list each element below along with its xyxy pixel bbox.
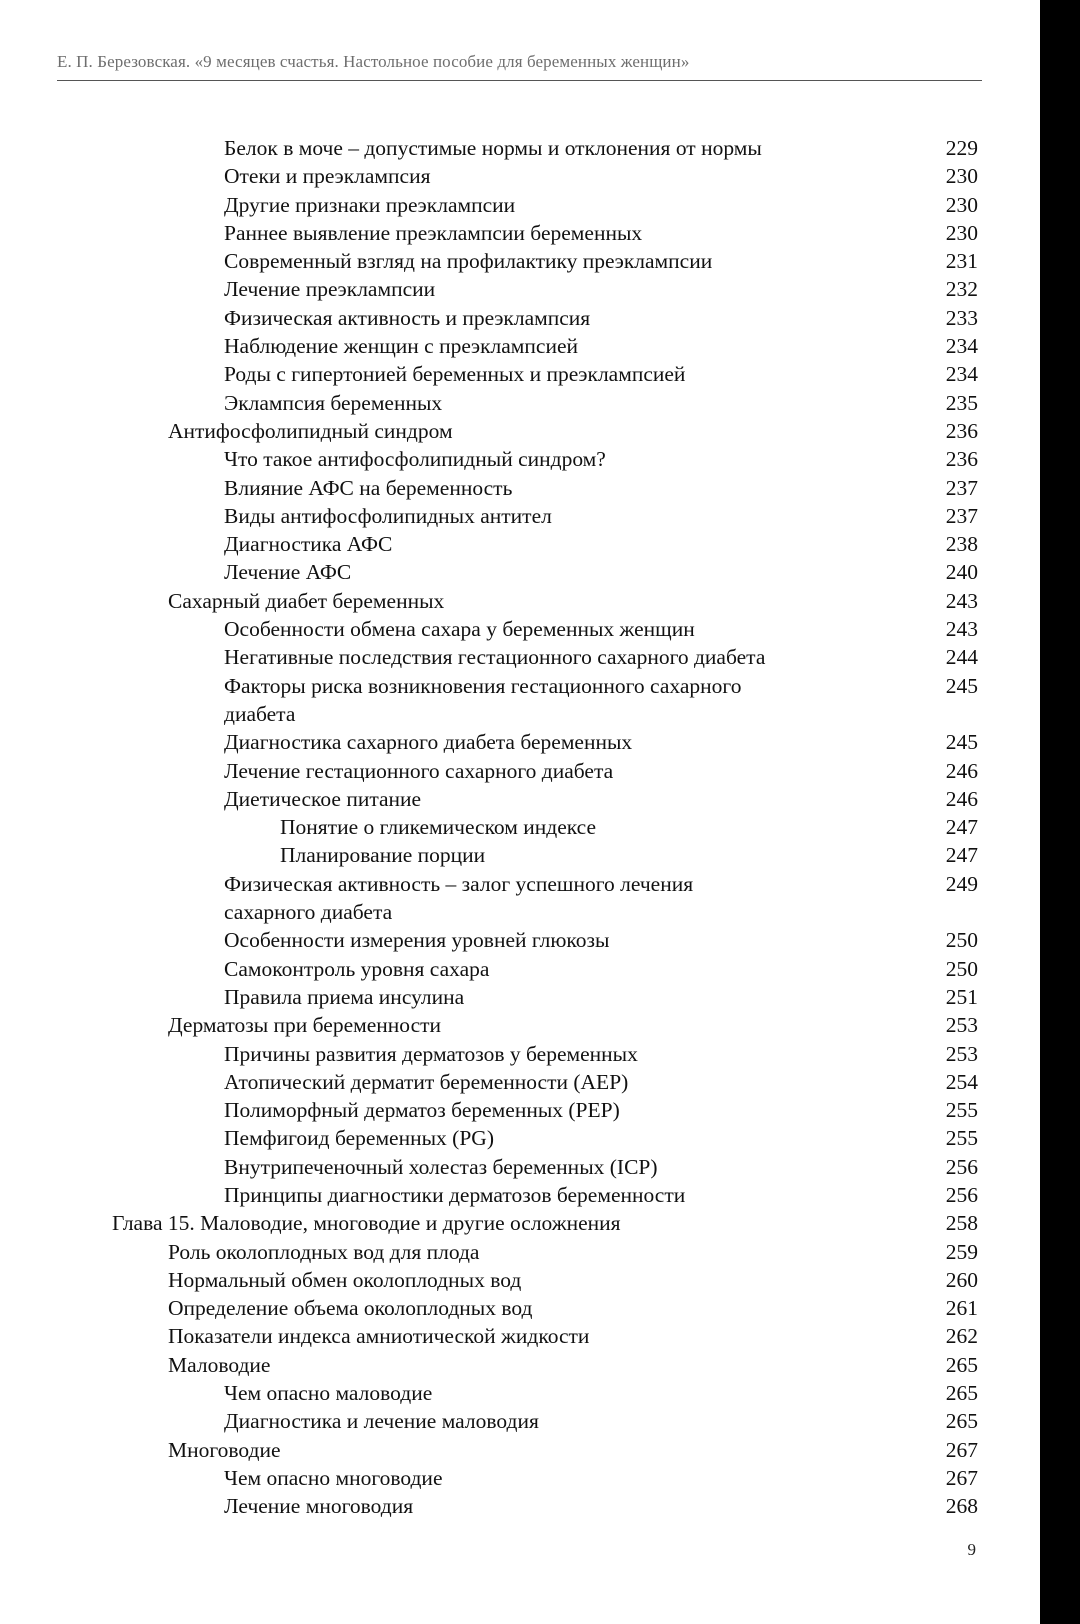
toc-entry-title: Правила приема инсулина bbox=[224, 984, 465, 1009]
toc-entry-page: 243 bbox=[945, 588, 978, 613]
toc-entry-page: 259 bbox=[945, 1239, 978, 1264]
toc-entry bbox=[0, 304, 1040, 332]
toc-entry-title: Эклампсия беременных bbox=[224, 390, 443, 415]
toc-entry-page: 232 bbox=[945, 277, 978, 302]
toc-entry bbox=[0, 615, 1040, 643]
toc-entry-title: Причины развития дерматозов у беременных bbox=[224, 1041, 638, 1066]
toc-entry bbox=[0, 332, 1040, 360]
toc-entry-title: Лечение гестационного сахарного диабета bbox=[224, 758, 614, 783]
toc-entry-title: Наблюдение женщин с преэклампсией bbox=[224, 334, 579, 359]
toc-entry-title: Факторы риска возникновения гестационного сахарного диабета bbox=[224, 673, 742, 726]
toc-entry-title: Негативные последствия гестационного сахарного диабета bbox=[224, 645, 766, 670]
toc-entry-page: 268 bbox=[945, 1494, 978, 1519]
toc-entry-page: 237 bbox=[945, 503, 978, 528]
toc-entry bbox=[0, 813, 1040, 841]
toc-entry-title: Сахарный диабет беременных bbox=[168, 588, 445, 613]
toc-entry-title: Чем опасно маловодие bbox=[224, 1381, 433, 1406]
toc-entry-title: Пемфигоид беременных (PG) bbox=[224, 1126, 494, 1151]
table-of-contents bbox=[0, 134, 1040, 1521]
toc-entry bbox=[0, 162, 1040, 190]
toc-entry bbox=[0, 502, 1040, 530]
toc-entry-page: 251 bbox=[945, 984, 978, 1009]
toc-entry-page: 234 bbox=[945, 362, 978, 387]
toc-entry-page: 267 bbox=[945, 1465, 978, 1490]
toc-entry bbox=[0, 247, 1040, 275]
toc-entry-page: 256 bbox=[945, 1154, 978, 1179]
toc-entry bbox=[0, 1209, 1040, 1237]
toc-entry bbox=[0, 672, 1040, 729]
header-divider bbox=[57, 80, 982, 81]
toc-entry-page: 244 bbox=[945, 645, 978, 670]
toc-entry-page: 250 bbox=[945, 928, 978, 953]
toc-entry-page: 236 bbox=[945, 418, 978, 443]
toc-entry bbox=[0, 1124, 1040, 1152]
toc-entry-title: Нормальный обмен околоплодных вод bbox=[168, 1267, 522, 1292]
toc-entry-title: Показатели индекса амниотической жидкости bbox=[168, 1324, 590, 1349]
toc-entry-page: 240 bbox=[945, 560, 978, 585]
toc-entry-page: 254 bbox=[945, 1069, 978, 1094]
toc-entry bbox=[0, 643, 1040, 671]
toc-entry-title: Принципы диагностики дерматозов беременности bbox=[224, 1182, 686, 1207]
toc-entry bbox=[0, 1238, 1040, 1266]
toc-entry-title: Определение объема околоплодных вод bbox=[168, 1296, 533, 1321]
toc-entry-title: Диагностика и лечение маловодия bbox=[224, 1409, 539, 1434]
toc-entry-page: 262 bbox=[945, 1324, 978, 1349]
toc-entry-page: 233 bbox=[945, 305, 978, 330]
toc-entry-page: 230 bbox=[945, 220, 978, 245]
running-header: Е. П. Березовская. «9 месяцев счастья. Настольное пособие для беременных женщин» bbox=[57, 52, 690, 71]
toc-entry-title: Полиморфный дерматоз беременных (PEP) bbox=[224, 1098, 620, 1123]
toc-entry-title: Самоконтроль уровня сахара bbox=[224, 956, 490, 981]
toc-entry bbox=[0, 389, 1040, 417]
toc-entry-page: 256 bbox=[945, 1182, 978, 1207]
toc-entry-page: 245 bbox=[945, 673, 978, 698]
toc-entry bbox=[0, 841, 1040, 869]
toc-entry bbox=[0, 926, 1040, 954]
toc-entry-title: Белок в моче – допустимые нормы и отклонения от нормы bbox=[224, 136, 762, 160]
toc-entry-page: 235 bbox=[945, 390, 978, 415]
toc-entry-title: Диагностика сахарного диабета беременных bbox=[224, 730, 633, 755]
toc-entry bbox=[0, 757, 1040, 785]
toc-entry bbox=[0, 191, 1040, 219]
toc-entry-title: Современный взгляд на профилактику преэклампсии bbox=[224, 249, 713, 274]
toc-entry bbox=[0, 728, 1040, 756]
toc-entry-page: 243 bbox=[945, 617, 978, 642]
toc-entry bbox=[0, 530, 1040, 558]
toc-entry-page: 255 bbox=[945, 1098, 978, 1123]
toc-entry bbox=[0, 870, 1040, 927]
toc-entry-title: Особенности измерения уровней глюкозы bbox=[224, 928, 610, 953]
toc-entry-page: 250 bbox=[945, 956, 978, 981]
toc-entry-page: 255 bbox=[945, 1126, 978, 1151]
toc-entry bbox=[0, 1379, 1040, 1407]
toc-entry bbox=[0, 558, 1040, 586]
toc-entry bbox=[0, 1040, 1040, 1068]
toc-entry-page: 236 bbox=[945, 447, 978, 472]
toc-entry-title: Внутрипеченочный холестаз беременных (ICP) bbox=[224, 1154, 658, 1179]
toc-entry bbox=[0, 983, 1040, 1011]
toc-entry-page: 230 bbox=[945, 164, 978, 189]
toc-entry-title: Антифосфолипидный синдром bbox=[168, 418, 453, 443]
toc-entry bbox=[0, 1068, 1040, 1096]
toc-entry bbox=[0, 360, 1040, 388]
toc-entry-title: Роды с гипертонией беременных и преэклампсией bbox=[224, 362, 686, 387]
toc-entry bbox=[0, 1181, 1040, 1209]
toc-entry bbox=[0, 1492, 1040, 1520]
toc-entry bbox=[0, 275, 1040, 303]
toc-entry-page: 265 bbox=[945, 1409, 978, 1434]
toc-entry-title: Дерматозы при беременности bbox=[168, 1013, 442, 1038]
toc-entry-page: 245 bbox=[945, 730, 978, 755]
toc-entry bbox=[0, 474, 1040, 502]
toc-entry-title: Маловодие bbox=[168, 1352, 271, 1377]
toc-entry-title: Раннее выявление преэклампсии беременных bbox=[224, 220, 643, 245]
toc-entry-title: Лечение многоводия bbox=[224, 1494, 414, 1519]
toc-entry-page: 253 bbox=[945, 1013, 978, 1038]
toc-entry-page: 258 bbox=[945, 1211, 978, 1236]
toc-entry-title: Другие признаки преэклампсии bbox=[224, 192, 516, 217]
toc-entry-page: 253 bbox=[945, 1041, 978, 1066]
toc-entry-page: 247 bbox=[945, 843, 978, 868]
toc-entry bbox=[0, 1294, 1040, 1322]
toc-entry bbox=[0, 1351, 1040, 1379]
toc-entry-page: 237 bbox=[945, 475, 978, 500]
toc-entry-title: Многоводие bbox=[168, 1437, 281, 1462]
toc-entry-title: Что такое антифосфолипидный синдром? bbox=[224, 447, 606, 472]
toc-entry-page: 247 bbox=[945, 815, 978, 840]
toc-entry-title: Понятие о гликемическом индексе bbox=[280, 815, 597, 840]
toc-entry bbox=[0, 1407, 1040, 1435]
toc-entry bbox=[0, 1464, 1040, 1492]
toc-entry-page: 246 bbox=[945, 758, 978, 783]
toc-entry-title: Физическая активность – залог успешного лечения сахарного диабета bbox=[224, 871, 694, 925]
toc-entry-title: Глава 15. Маловодие, многоводие и другие осложнения bbox=[112, 1211, 621, 1236]
toc-entry-title: Отеки и преэклампсия bbox=[224, 164, 431, 189]
toc-entry-page: 265 bbox=[945, 1381, 978, 1406]
toc-entry-page: 230 bbox=[945, 192, 978, 217]
toc-entry-title: Чем опасно многоводие bbox=[224, 1465, 443, 1490]
toc-entry-title: Виды антифосфолипидных антител bbox=[224, 503, 552, 528]
toc-entry-page: 231 bbox=[945, 249, 978, 274]
toc-entry-title: Роль околоплодных вод для плода bbox=[168, 1239, 480, 1264]
toc-entry-page: 261 bbox=[945, 1296, 978, 1321]
toc-entry-page: 238 bbox=[945, 532, 978, 557]
page-number: 9 bbox=[967, 1540, 976, 1559]
toc-entry bbox=[0, 955, 1040, 983]
toc-entry-page: 246 bbox=[945, 786, 978, 811]
toc-entry-title: Лечение преэклампсии bbox=[224, 277, 436, 302]
toc-entry bbox=[0, 1011, 1040, 1039]
toc-entry-page: 265 bbox=[945, 1352, 978, 1377]
toc-entry bbox=[0, 587, 1040, 615]
toc-entry bbox=[0, 1322, 1040, 1350]
toc-entry-title: Диагностика АФС bbox=[224, 532, 393, 557]
toc-entry-page: 267 bbox=[945, 1437, 978, 1462]
toc-entry bbox=[0, 1266, 1040, 1294]
toc-entry-page: 249 bbox=[945, 871, 978, 896]
toc-entry bbox=[0, 134, 1040, 162]
toc-entry bbox=[0, 1436, 1040, 1464]
toc-entry-title: Диетическое питание bbox=[224, 786, 422, 811]
toc-entry-title: Атопический дерматит беременности (AEP) bbox=[224, 1069, 629, 1094]
toc-entry-title: Влияние АФС на беременность bbox=[224, 475, 513, 500]
toc-entry bbox=[0, 785, 1040, 813]
toc-entry-page: 229 bbox=[945, 136, 978, 160]
toc-entry bbox=[0, 445, 1040, 473]
toc-entry bbox=[0, 1096, 1040, 1124]
toc-entry-title: Лечение АФС bbox=[224, 560, 352, 585]
toc-entry bbox=[0, 219, 1040, 247]
toc-entry-page: 234 bbox=[945, 334, 978, 359]
toc-entry bbox=[0, 417, 1040, 445]
toc-entry bbox=[0, 1153, 1040, 1181]
toc-entry-title: Особенности обмена сахара у беременных женщин bbox=[224, 617, 695, 642]
toc-entry-title: Планирование порции bbox=[280, 843, 486, 868]
toc-entry-title: Физическая активность и преэклампсия bbox=[224, 305, 591, 330]
toc-entry-page: 260 bbox=[945, 1267, 978, 1292]
